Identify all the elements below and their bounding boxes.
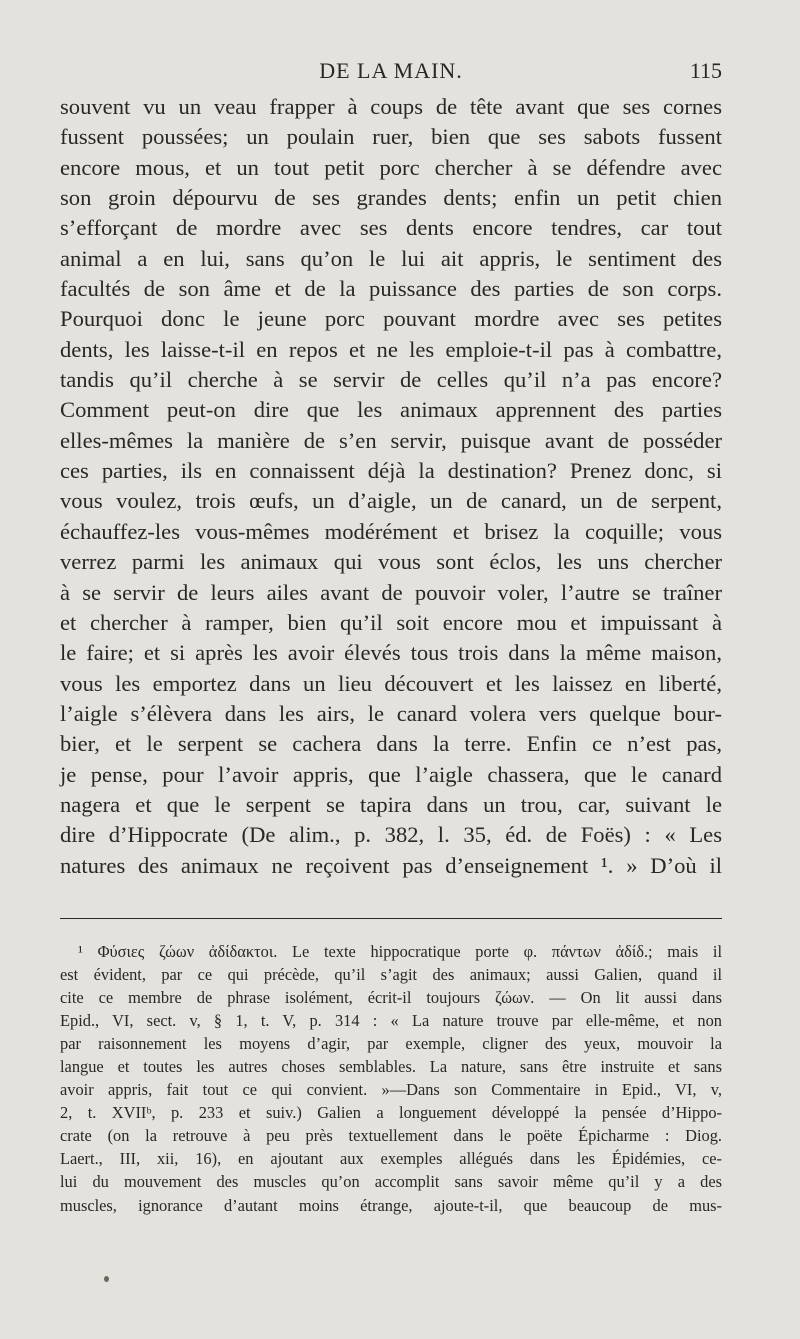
text-line: dents, les laisse-t-il en repos et ne les emploie-t-il pas à combattre, [60,336,722,362]
text-line: souvent vu un veau frapper à coups de tête avant que ses cornes [60,94,722,119]
footnote-line: avoir appris, fait tout ce qui convient. »—Dans son Commentaire in Epid., VI, v, [60,1080,722,1100]
ink-speck [104,1276,109,1282]
text-line: et chercher à ramper, bien qu’il soit encore mou et impuissant à [60,609,722,635]
footnote-divider [60,918,722,919]
footnotes [60,940,722,1217]
text-line: bier, et le serpent se cachera dans la terre. Enfin ce n’est pas, [60,731,722,757]
text-line: facultés de son âme et de la puissance des parties de son corps. [60,276,722,302]
text-line: le faire; et si après les avoir élevés tous trois dans la même maison, [60,640,722,666]
text-line: l’aigle s’élèvera dans les airs, le canard volera vers quelque bour- [60,700,722,726]
text-line: animal a en lui, sans qu’on le lui ait appris, le sentiment des [60,245,722,271]
text-line: vous voulez, trois œufs, un d’aigle, un de canard, un de serpent, [60,488,722,514]
text-line: dire d’Hippocrate (De alim., p. 382, l. 35, éd. de Foës) : « Les [60,822,722,848]
text-line: encore mous, et un tout petit porc chercher à se défendre avec [60,154,722,180]
running-header [60,58,722,88]
footnote-line: 2, t. XVIIᵇ, p. 233 et suiv.) Galien a longuement développé la pensée d’Hippo- [60,1103,722,1123]
text-line: fussent poussées; un poulain ruer, bien que ses sabots fussent [60,124,722,150]
footnote-line: lui du mouvement des muscles qu’on accomplit sans savoir même qu’il y a des [60,1172,722,1192]
text-line: vous les emportez dans un lieu découvert et les laissez en liberté, [60,670,722,696]
footnote-line: Laert., III, xii, 16), en ajoutant aux exemples allégués dans les Épidémies, ce- [60,1149,722,1169]
footnote-line: cite ce membre de phrase isolément, écrit-il toujours ζώων. — On lit aussi dans [60,988,722,1008]
text-line: natures des animaux ne reçoivent pas d’enseignement ¹. » D’où il [60,852,722,878]
footnote-line: par raisonnement les moyens d’agir, par exemple, cligner des yeux, mouvoir la [60,1034,722,1054]
text-line: nagera et que le serpent se tapira dans un trou, car, suivant le [60,791,722,817]
text-line: elles-mêmes la manière de s’en servir, puisque avant de posséder [60,427,722,453]
page-number: 115 [689,58,722,83]
text-line: je pense, pour l’avoir appris, que l’aigle chassera, que le canard [60,761,722,787]
text-line: à se servir de leurs ailes avant de pouvoir voler, l’autre se traîner [60,579,722,605]
footnote-line: crate (on la retrouve à peu près textuellement dans le poëte Épicharme : Diog. [60,1126,722,1146]
footnote-line: muscles, ignorance d’autant moins étrange, ajoute-t-il, que beaucoup de mus- [60,1195,722,1215]
footnote-line: ¹ Φύσιες ζώων ἀδίδακτοι. Le texte hippocratique porte φ. πάντων ἀδίδ.; mais il [78,942,722,961]
main-text [60,92,722,881]
text-line: échauffez-les vous-mêmes modérément et brisez la coquille; vous [60,518,722,544]
text-line: son groin dépourvu de ses grandes dents; enfin un petit chien [60,185,722,211]
text-line: ces parties, ils en connaissent déjà la destination? Prenez donc, si [60,458,722,484]
text-line: Pourquoi donc le jeune porc pouvant mordre avec ses petites [60,306,722,332]
text-line: s’efforçant de mordre avec ses dents encore tendres, car tout [60,215,722,241]
running-title: DE LA MAIN. [319,58,463,83]
text-line: verrez parmi les animaux qui vous sont éclos, les uns chercher [60,549,722,575]
text-line: tandis qu’il cherche à se servir de celles qu’il n’a pas encore? [60,367,722,393]
footnote-line: langue et toutes les autres choses semblables. La nature, sans être instruite et sans [60,1057,722,1077]
text-line: Comment peut-on dire que les animaux apprennent des parties [60,397,722,423]
footnote-line: Epid., VI, sect. v, § 1, t. V, p. 314 : « La nature trouve par elle-même, et non [60,1011,722,1031]
footnote-line: est évident, par ce qui précède, qu’il s’agit des animaux; aussi Galien, quand il [60,965,722,985]
